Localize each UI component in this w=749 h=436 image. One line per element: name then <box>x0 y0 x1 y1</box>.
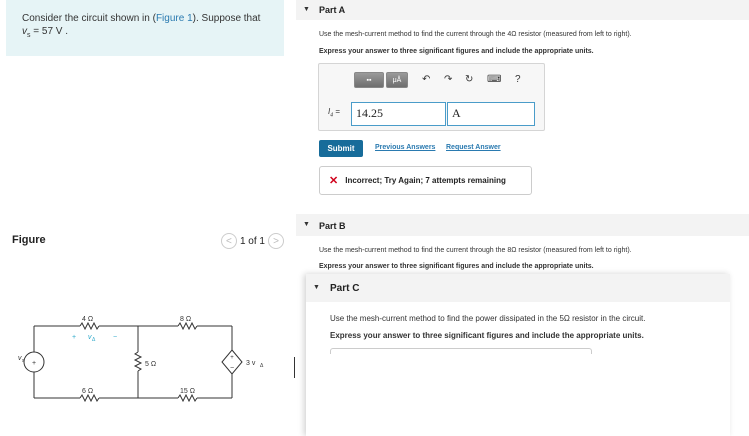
part-c-label[interactable]: Part C <box>330 283 360 294</box>
part-b-express: Express your answer to three significant figures and include the appropriate units. <box>319 263 594 270</box>
problem-text: Consider the circuit shown in ( <box>22 13 156 24</box>
resistor-8ohm <box>178 323 197 329</box>
label-5ohm: 5 Ω <box>145 361 157 368</box>
figure-page-indicator: 1 of 1 <box>239 235 265 247</box>
part-b-header[interactable] <box>296 214 749 236</box>
vdelta-minus: − <box>113 334 118 341</box>
templates-button[interactable]: ▪▪ <box>354 72 384 88</box>
circuit-diagram <box>20 312 280 412</box>
part-b-collapse-icon[interactable]: ▼ <box>303 221 310 228</box>
problem-text-line2 <box>22 25 284 42</box>
var-letter: I <box>328 107 331 116</box>
problem-statement <box>6 0 284 56</box>
request-answer-link[interactable]: Request Answer <box>446 144 501 151</box>
part-b-instruction: Use the mesh-current method to find the current through the 8Ω resistor (measured from left to right). <box>319 247 632 254</box>
figure-title: Figure <box>12 234 46 246</box>
label-15ohm: 15 Ω <box>180 388 195 395</box>
label-8ohm: 8 Ω <box>180 316 192 323</box>
var-subscript: 4 <box>330 112 334 119</box>
dep-plus-sign: + <box>230 355 234 361</box>
resistor-5ohm <box>135 352 141 371</box>
figure-link[interactable]: Figure 1 <box>155 13 193 24</box>
keyboard-icon[interactable]: ⌨ <box>487 74 502 85</box>
part-a-header[interactable] <box>296 0 749 20</box>
resistor-6ohm <box>80 395 99 401</box>
part-c-express: Express your answer to three significant figures and include the appropriate units. <box>330 331 644 340</box>
vs-plus-sign: + <box>31 360 37 367</box>
answer-unit-input[interactable]: A <box>447 102 535 126</box>
vs-value: = 57 V . <box>30 26 69 37</box>
dep-minus-sign: − <box>229 365 235 372</box>
part-a-instruction: Use the mesh-current method to find the current through the 4Ω resistor (measured from left to right). <box>319 31 632 38</box>
undo-icon[interactable]: ↶ <box>422 74 431 85</box>
previous-answers-link[interactable]: Previous Answers <box>375 144 436 151</box>
vs-symbol: v <box>22 26 27 37</box>
reset-icon[interactable]: ↻ <box>465 74 474 85</box>
answer-value-input[interactable]: 14.25 <box>351 102 446 126</box>
units-button[interactable]: μÅ <box>386 72 408 88</box>
label-dep-source-sub: Δ <box>260 363 264 369</box>
redo-icon[interactable]: ↷ <box>444 74 453 85</box>
figure-pager <box>221 232 284 250</box>
part-c-header[interactable] <box>306 274 730 302</box>
figure-header <box>12 232 284 250</box>
label-4ohm: 4 Ω <box>82 316 94 323</box>
answer-variable-label: $I_4$ = <box>328 107 340 119</box>
label-vs: v <box>18 355 22 362</box>
label-dep-source: 3 v <box>246 360 256 367</box>
part-c-collapse-icon[interactable]: ▼ <box>313 284 320 291</box>
submit-button[interactable]: Submit <box>319 140 363 157</box>
vdelta-label: v <box>88 334 92 341</box>
feedback-message <box>319 166 532 195</box>
resistor-15ohm <box>178 395 197 401</box>
part-b-label[interactable]: Part B <box>319 221 346 231</box>
part-a-collapse-icon[interactable]: ▼ <box>303 6 310 13</box>
part-c-panel <box>306 274 730 436</box>
problem-text-after: ). Suppose that <box>192 13 261 24</box>
label-6ohm: 6 Ω <box>82 388 94 395</box>
feedback-text: Incorrect; Try Again; 7 attempts remaining <box>345 176 506 185</box>
part-c-answer-box[interactable] <box>330 348 592 354</box>
text-cursor <box>294 357 295 378</box>
problem-text-line1 <box>22 12 284 25</box>
resistor-4ohm <box>80 323 99 329</box>
help-icon[interactable]: ? <box>515 74 521 85</box>
label-vs-sub: s <box>22 358 25 364</box>
vdelta-plus: + <box>72 334 77 341</box>
incorrect-icon: ✕ <box>329 175 339 187</box>
vdelta-sub: Δ <box>92 337 96 343</box>
part-a-label[interactable]: Part A <box>319 5 346 15</box>
part-a-express: Express your answer to three significant figures and include the appropriate units. <box>319 48 594 55</box>
part-c-instruction: Use the mesh-current method to find the power dissipated in the 5Ω resistor in the circuit. <box>330 314 646 323</box>
vs-subscript: s <box>27 32 31 39</box>
part-a-answer-box <box>318 63 545 131</box>
prev-figure-button[interactable]: < <box>221 233 237 249</box>
next-figure-button[interactable]: > <box>268 233 284 249</box>
